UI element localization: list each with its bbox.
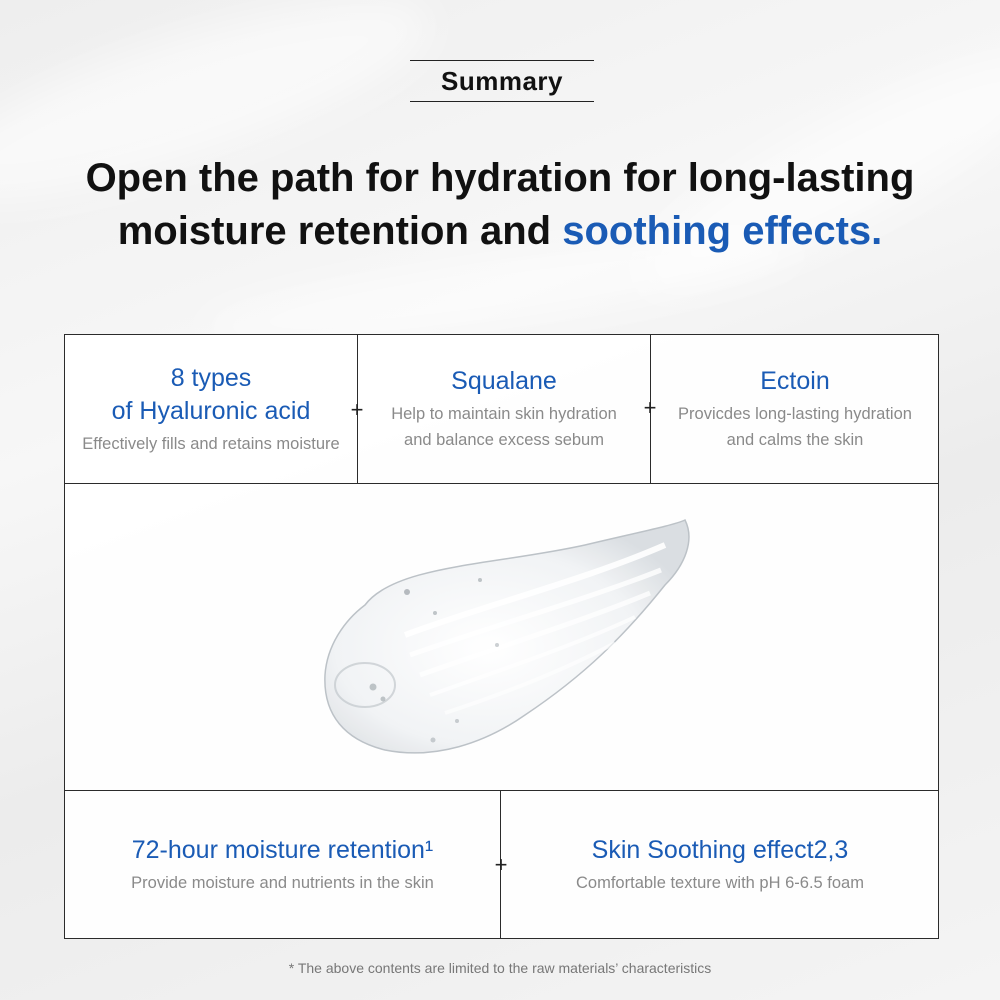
plus-icon: +: [643, 395, 657, 420]
headline: [20, 152, 980, 258]
headline-plain: moisture retention and: [117, 209, 563, 253]
benefit-description: Comfortable texture with pH 6-6.5 foam: [576, 873, 864, 892]
headline-accent: soothing effects.: [562, 209, 883, 253]
ingredient-description: Help to maintain skin hydration: [391, 405, 617, 423]
ingredient-description: and balance excess sebum: [404, 431, 604, 449]
benefit-title: Skin Soothing effect2,3: [591, 835, 849, 864]
ingredient-description: and calms the skin: [726, 431, 864, 449]
ingredient-title: Squalane: [451, 367, 557, 395]
summary-badge: Summary: [410, 60, 594, 102]
ingredient-description: Provicdes long-lasting hydration: [678, 405, 912, 423]
benefit-description: Provide moisture and nutrients in the skin: [131, 873, 434, 892]
ingredient-title: of Hyaluronic acid: [111, 396, 311, 425]
summary-card: [64, 334, 939, 939]
headline-line-1: Open the path for hydration for long-lasting: [85, 156, 915, 200]
plus-icon: +: [350, 397, 364, 422]
gel-swatch-icon: [65, 485, 938, 790]
benefit-skin-soothing: [501, 791, 939, 938]
ingredient-squalane: [358, 335, 650, 483]
ingredient-description: Effectively fills and retains moisture: [82, 434, 340, 453]
divider: [65, 483, 938, 484]
plus-icon: +: [494, 852, 508, 877]
headline-line-2: [20, 205, 980, 258]
benefit-moisture-retention: [65, 791, 500, 938]
gel-texture-image: [65, 485, 938, 790]
ingredient-hyaluronic-acid: [65, 335, 357, 483]
ingredient-title: Ectoin: [760, 367, 830, 395]
ingredient-title: 8 types: [170, 363, 252, 392]
benefit-title: 72-hour moisture retention¹: [131, 835, 434, 864]
ingredient-ectoin: [651, 335, 939, 483]
footnote: * The above contents are limited to the raw materials’ characteristics: [288, 960, 712, 976]
